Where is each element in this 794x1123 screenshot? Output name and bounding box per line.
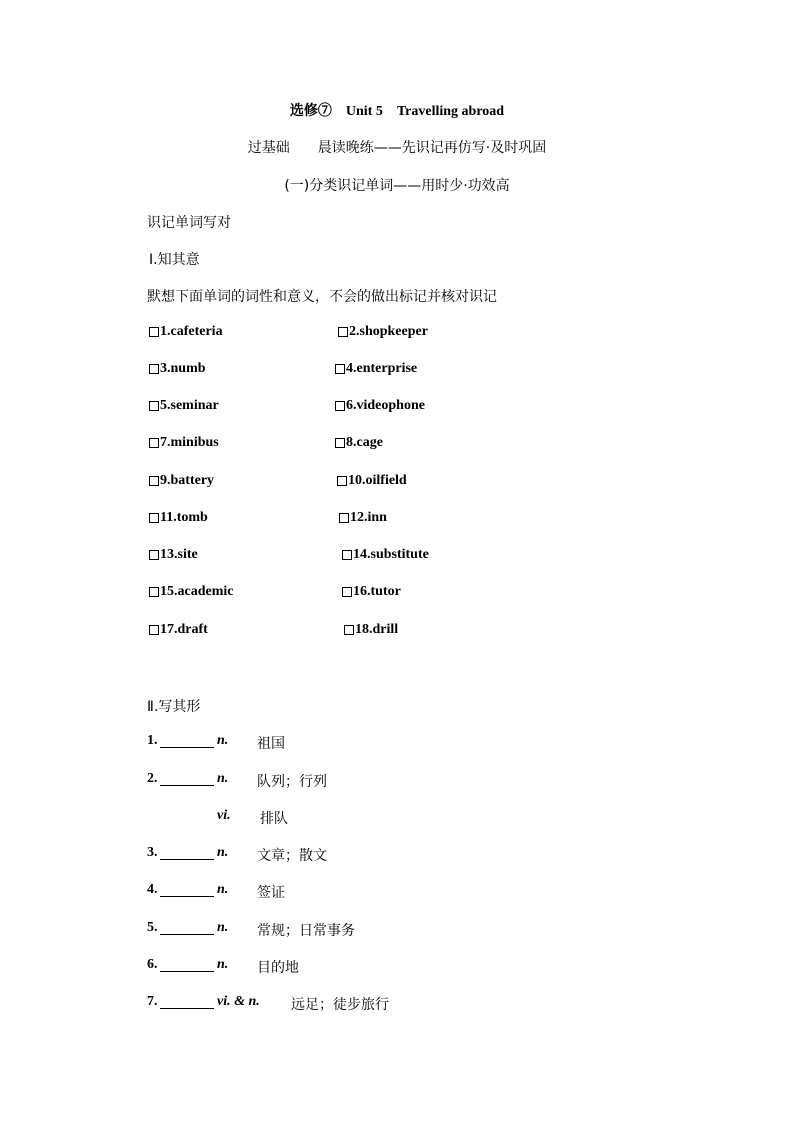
- word-item: 16.tutor: [342, 584, 401, 600]
- part1-heading: Ⅰ.知其意: [149, 252, 200, 268]
- checkbox-icon[interactable]: [344, 625, 354, 635]
- word-item: 13.site: [149, 547, 198, 563]
- page-title: 选修⑦ Unit 5 Travelling abroad: [289, 104, 505, 119]
- checkbox-icon[interactable]: [342, 550, 352, 560]
- answer-blank[interactable]: [160, 771, 214, 786]
- checkbox-icon[interactable]: [149, 438, 159, 448]
- part1-instruction: 默想下面单词的词性和意义，不会的做出标记并核对识记: [147, 289, 497, 305]
- checkbox-icon[interactable]: [339, 513, 349, 523]
- word-item: 7.minibus: [149, 435, 219, 451]
- checkbox-icon[interactable]: [338, 327, 348, 337]
- answer-blank[interactable]: [160, 920, 214, 935]
- checkbox-icon[interactable]: [149, 550, 159, 560]
- checkbox-icon[interactable]: [335, 438, 345, 448]
- checkbox-icon[interactable]: [149, 587, 159, 597]
- subtitle-vocab: (一)分类识记单词——用时少·功效高: [284, 178, 510, 194]
- answer-blank[interactable]: [160, 957, 214, 972]
- checkbox-icon[interactable]: [337, 476, 347, 486]
- word-item: 18.drill: [344, 622, 398, 638]
- document-page: 选修⑦ Unit 5 Travelling abroad 过基础 晨读晚练——先识记再仿写·及时巩固 (一)分类识记单词——用时少·功效高 识记单词写对 Ⅰ.知其意 默想下面单词的词性和意义，不会的做出标记并核对识记 1.cafeteria 2.shopkeeper 3.numb 4.enterprise 5.seminar 6.videophone 7.minibus 8.cage 9.battery 10.oilfield 11.tomb 12.inn 13.site 14.substitute 15.academic 16.tutor 17.draft 18.drill Ⅱ.写其形 1. n. 祖国 2. n. 队列；行列 vi. 排队 3. n. 文章；散文 4. n. 签证 5. n. 常规；日常事务 6. n. 目的地 7. vi. & n. 远足；徒步旅行: [0, 0, 794, 1123]
- checkbox-icon[interactable]: [335, 364, 345, 374]
- word-item: 10.oilfield: [337, 473, 407, 489]
- word-item: 14.substitute: [342, 547, 429, 563]
- word-item: 15.academic: [149, 584, 233, 600]
- checkbox-icon[interactable]: [149, 513, 159, 523]
- answer-blank[interactable]: [160, 845, 214, 860]
- word-item: 11.tomb: [149, 510, 208, 526]
- word-item: 2.shopkeeper: [338, 324, 428, 340]
- word-item: 9.battery: [149, 473, 214, 489]
- part2-heading: Ⅱ.写其形: [147, 699, 201, 715]
- word-item: 5.seminar: [149, 398, 219, 414]
- word-item: 17.draft: [149, 622, 208, 638]
- checkbox-icon[interactable]: [149, 476, 159, 486]
- word-item: 1.cafeteria: [149, 324, 223, 340]
- subtitle-basics: 过基础 晨读晚练——先识记再仿写·及时巩固: [247, 140, 547, 156]
- word-item: 6.videophone: [335, 398, 425, 414]
- answer-blank[interactable]: [160, 882, 214, 897]
- checkbox-icon[interactable]: [342, 587, 352, 597]
- checkbox-icon[interactable]: [149, 401, 159, 411]
- word-item: 3.numb: [149, 361, 206, 377]
- answer-blank[interactable]: [160, 733, 214, 748]
- checkbox-icon[interactable]: [149, 327, 159, 337]
- checkbox-icon[interactable]: [149, 625, 159, 635]
- checkbox-icon[interactable]: [149, 364, 159, 374]
- word-item: 4.enterprise: [335, 361, 417, 377]
- word-item: 12.inn: [339, 510, 387, 526]
- word-item: 8.cage: [335, 435, 383, 451]
- answer-blank[interactable]: [160, 994, 214, 1009]
- section-label: 识记单词写对: [147, 215, 231, 231]
- checkbox-icon[interactable]: [335, 401, 345, 411]
